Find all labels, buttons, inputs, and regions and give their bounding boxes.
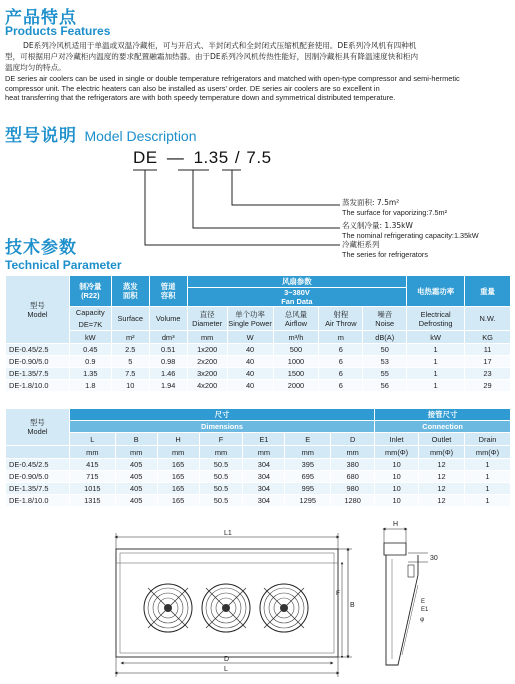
table-row: [6, 380, 511, 392]
unit-cell: dm³: [149, 331, 187, 344]
col-defrost-header: [407, 276, 465, 307]
table-row: [6, 344, 511, 356]
cell: 1.35: [69, 368, 111, 380]
cell: 405: [115, 471, 157, 483]
cell: 40: [227, 344, 273, 356]
cell: 53: [363, 356, 407, 368]
model-title-en: Model Description: [84, 128, 197, 144]
cell: 50.5: [199, 459, 243, 471]
cell: 304: [243, 459, 285, 471]
cell: 40: [227, 368, 273, 380]
table-row: [6, 483, 511, 495]
label-F: F: [336, 590, 340, 597]
features-cn-line: DE系列冷风机适用于单温或双温冷藏柜，可与开启式、半封闭式和全封闭式压缩机配套使用。DE系列冷风机有四种机: [23, 41, 417, 50]
col-airflow-header: [273, 307, 319, 331]
cell: 1: [407, 356, 465, 368]
cell: 405: [115, 495, 157, 507]
cell: 415: [69, 459, 115, 471]
cell: 304: [243, 495, 285, 507]
cell: 2x200: [187, 356, 227, 368]
cell: 1: [464, 495, 510, 507]
header-cn: 风扇参数: [282, 277, 312, 286]
cell: 50.5: [199, 495, 243, 507]
cell: 1.8: [69, 380, 111, 392]
unit-cell: KG: [465, 331, 511, 344]
table-row: [6, 471, 511, 483]
cell: 10: [111, 380, 149, 392]
header-en: Air Throw: [325, 318, 357, 328]
dimension-table: [5, 408, 511, 507]
cell: 23: [465, 368, 511, 380]
label-B: B: [350, 602, 355, 609]
col-connection-header: 接管尺寸: [375, 409, 511, 421]
label-H: H: [393, 521, 399, 528]
cell: 165: [157, 495, 199, 507]
unit-cell: mm: [187, 331, 227, 344]
header-cn: 制冷量: [79, 282, 102, 291]
cell: 1280: [331, 495, 375, 507]
cell: DE-0.90/5.0: [6, 471, 70, 483]
cell: 3x200: [187, 368, 227, 380]
col-weight-en: N.W.: [465, 307, 511, 331]
col-connection-en: Connection: [375, 421, 511, 433]
cell: 1: [464, 459, 510, 471]
cell: 1295: [285, 495, 331, 507]
cell: 165: [157, 471, 199, 483]
fan-icon: [202, 584, 250, 632]
unit-cell: mm(Φ): [419, 446, 465, 459]
cell: 50.5: [199, 483, 243, 495]
col-inlet: Inlet: [375, 433, 419, 446]
cell: 0.45: [69, 344, 111, 356]
table-row: [6, 459, 511, 471]
unit-cell: mm: [285, 446, 331, 459]
unit-cell: kW: [69, 331, 111, 344]
cell: 304: [243, 471, 285, 483]
header-en: Fan Data: [281, 297, 313, 306]
header-cn: 容积: [160, 291, 176, 300]
col-D: D: [331, 433, 375, 446]
cell: 1: [464, 483, 510, 495]
features-cn-line: 温度均匀的特点。: [5, 63, 66, 72]
cell: 1015: [69, 483, 115, 495]
model-item-series: [342, 239, 428, 259]
col-H: H: [157, 433, 199, 446]
col-fan-header: [187, 276, 407, 288]
model-item-area: [342, 197, 447, 217]
header-en: Single Power: [228, 318, 272, 328]
label-L: L: [224, 666, 228, 673]
label-E1: E1: [421, 607, 429, 613]
cell: 0.98: [149, 356, 187, 368]
cell: DE-0.45/2.5: [6, 459, 70, 471]
cell: 1: [407, 380, 465, 392]
header-cn: 管道: [160, 282, 176, 291]
unit-cell: mm: [157, 446, 199, 459]
model-item-cn: 冷藏柜系列: [342, 240, 380, 249]
cell: 6: [319, 356, 363, 368]
features-cn-line: 型，可根据用户对冷藏柜内温度的要求配置融霜加热器。由于DE系列冷风机传热性能好，因制冷藏柜具有降温速度快和柜内: [5, 52, 419, 61]
cell: 56: [363, 380, 407, 392]
col-L: L: [69, 433, 115, 446]
cell: 40: [227, 380, 273, 392]
unit-cell: m²: [111, 331, 149, 344]
header-cn: 面积: [122, 291, 138, 300]
unit-cell: [6, 446, 70, 459]
cell: 50: [363, 344, 407, 356]
cell: 6: [319, 368, 363, 380]
cell: 0.9: [69, 356, 111, 368]
table-row: [6, 495, 511, 507]
col-surface-header: [111, 276, 149, 307]
model-item-capacity: [342, 220, 479, 240]
model-item-cn: 蒸发面积: 7.5m²: [342, 198, 400, 207]
col-throw-header: [319, 307, 363, 331]
tech-table: [5, 275, 511, 392]
features-en-line: heat transferring that the refrigerators are with both speedy temperature down and symmetrical distributed temperature.: [5, 93, 396, 102]
cell: 1315: [69, 495, 115, 507]
col-outlet: Outlet: [419, 433, 465, 446]
cell: 1: [407, 344, 465, 356]
unit-cell: mm: [199, 446, 243, 459]
header-en: Diameter: [192, 318, 223, 328]
col-surface-en: Surface: [111, 307, 149, 331]
unit-cell: m: [319, 331, 363, 344]
cell: 7.5: [111, 368, 149, 380]
cell: 12: [419, 495, 465, 507]
cell: 12: [419, 471, 465, 483]
col-diameter-header: [187, 307, 227, 331]
cell: 304: [243, 483, 285, 495]
model-item-en: The nominal refrigerating capacity:1.35kW: [342, 231, 479, 240]
cell: 1: [407, 368, 465, 380]
tech-title-cn: 技术参数: [5, 238, 77, 258]
header-cn: 蒸发: [122, 282, 138, 291]
cell: DE-1.8/10.0: [6, 495, 70, 507]
fan-voltage: 3~380V: [284, 288, 310, 297]
cell: 165: [157, 483, 199, 495]
unit-cell: mm: [115, 446, 157, 459]
header-cn: 型号: [30, 418, 45, 427]
label-30: 30: [430, 555, 438, 562]
col-volume-header: [149, 276, 187, 307]
cell: 380: [331, 459, 375, 471]
cell: 10: [375, 471, 419, 483]
side-view: [384, 521, 438, 665]
model-code-slash: /: [234, 148, 241, 167]
header-en: Capacity: [75, 308, 105, 317]
features-title-cn: 产品特点: [5, 8, 77, 28]
col-noise-header: [363, 307, 407, 331]
cell: DE-0.45/2.5: [6, 344, 70, 356]
fan-icon: [144, 584, 192, 632]
model-code-prefix: DE: [133, 148, 158, 167]
cell: 695: [285, 471, 331, 483]
model-code-capacity: 1.35: [193, 148, 229, 167]
label-phi: φ: [420, 616, 425, 623]
cell: 40: [227, 356, 273, 368]
header-cn: 单个功率: [235, 309, 265, 319]
cell: 500: [273, 344, 319, 356]
model-code-dash: —: [166, 148, 185, 167]
header-cn: 型号: [30, 300, 45, 310]
cell: 55: [363, 368, 407, 380]
label-E: E: [421, 599, 426, 605]
header-cond: DE=7K: [78, 320, 103, 329]
cell: 1500: [273, 368, 319, 380]
cell: DE-1.8/10.0: [6, 380, 70, 392]
col-model-header: [6, 409, 70, 446]
header-en: Airflow: [284, 318, 308, 328]
model-item-cn: 名义制冷量: 1.35kW: [342, 221, 413, 230]
header-en: Noise: [375, 318, 395, 328]
cell: 5: [111, 356, 149, 368]
table-row: [6, 368, 511, 380]
front-view: [116, 530, 355, 677]
unit-cell: mm(Φ): [464, 446, 510, 459]
model-title-cn: 型号说明: [5, 126, 77, 146]
fan-icon: [260, 584, 308, 632]
label-L1: L1: [224, 530, 232, 537]
header-cn: 射程: [333, 309, 349, 319]
table-row: [6, 356, 511, 368]
cell: 50.5: [199, 471, 243, 483]
header-cn: 重量: [480, 286, 495, 296]
cell: 17: [465, 356, 511, 368]
cell: 10: [375, 495, 419, 507]
cell: DE-1.35/7.5: [6, 368, 70, 380]
cell: 29: [465, 380, 511, 392]
unit-cell: mm: [331, 446, 375, 459]
cell: 12: [419, 459, 465, 471]
header-cn: 电热霜功率: [417, 286, 455, 296]
unit-cell: W: [227, 331, 273, 344]
header-cn: 噪音: [377, 309, 393, 319]
unit-cell: dB(A): [363, 331, 407, 344]
header-cn: 总风量: [284, 309, 308, 319]
header-en: Model: [27, 309, 48, 319]
col-capacity-header: [69, 276, 111, 307]
unit-cell: mm: [243, 446, 285, 459]
unit-cell: m³/h: [273, 331, 319, 344]
cell: 4x200: [187, 380, 227, 392]
col-F: F: [199, 433, 243, 446]
cell: 10: [375, 459, 419, 471]
cell: 10: [375, 483, 419, 495]
cell: 11: [465, 344, 511, 356]
cell: 2.5: [111, 344, 149, 356]
cell: 6: [319, 380, 363, 392]
unit-cell: mm(Φ): [375, 446, 419, 459]
cell: 995: [285, 483, 331, 495]
cell: 1000: [273, 356, 319, 368]
col-dimensions-header: 尺寸: [69, 409, 374, 421]
cell: DE-0.90/5.0: [6, 356, 70, 368]
col-defrost-en: Electrical Defrosting: [407, 307, 465, 331]
features-title-en: Products Features: [5, 24, 111, 38]
cell: 12: [419, 483, 465, 495]
cell: 2000: [273, 380, 319, 392]
model-item-en: The surface for vaporizing:7.5m²: [342, 208, 448, 217]
cell: 1x200: [187, 344, 227, 356]
col-model-header: [6, 276, 70, 344]
header-en: Model: [27, 427, 48, 436]
cell: 165: [157, 459, 199, 471]
cell: 980: [331, 483, 375, 495]
cell: 0.51: [149, 344, 187, 356]
header-cn: 直径: [199, 309, 215, 319]
features-en-line: compressor unit. The electric heaters can also be installed as users' order. DE series air coolers are so excellent in: [5, 83, 380, 93]
features-en-line: DE series air coolers can be used in single or double temperature refrigerators and matched with open-type compressor and semi-hermetic: [5, 74, 460, 83]
col-B: B: [115, 433, 157, 446]
cell: DE-1.35/7.5: [6, 483, 70, 495]
header-sub: (R22): [81, 291, 100, 300]
unit-cell: kW: [407, 331, 465, 344]
col-drain: Drain: [464, 433, 510, 446]
technical-drawing: [0, 515, 515, 684]
col-weight-header: [465, 276, 511, 307]
cell: 405: [115, 459, 157, 471]
cell: 395: [285, 459, 331, 471]
col-volume-en: Volume: [149, 307, 187, 331]
model-item-en: The series for refrigerators: [342, 250, 428, 259]
col-capacity-en: [69, 307, 111, 331]
col-dimensions-en: Dimensions: [69, 421, 374, 433]
col-power-header: [227, 307, 273, 331]
col-fan-sub: [187, 288, 407, 307]
cell: 405: [115, 483, 157, 495]
cell: 1: [464, 471, 510, 483]
col-E1: E1: [243, 433, 285, 446]
cell: 1.46: [149, 368, 187, 380]
cell: 1.94: [149, 380, 187, 392]
cell: 715: [69, 471, 115, 483]
cell: 680: [331, 471, 375, 483]
tech-title-en: Technical Parameter: [5, 258, 122, 272]
cell: 6: [319, 344, 363, 356]
model-code-area: 7.5: [246, 148, 272, 167]
col-E: E: [285, 433, 331, 446]
label-D: D: [224, 656, 230, 663]
unit-cell: mm: [69, 446, 115, 459]
